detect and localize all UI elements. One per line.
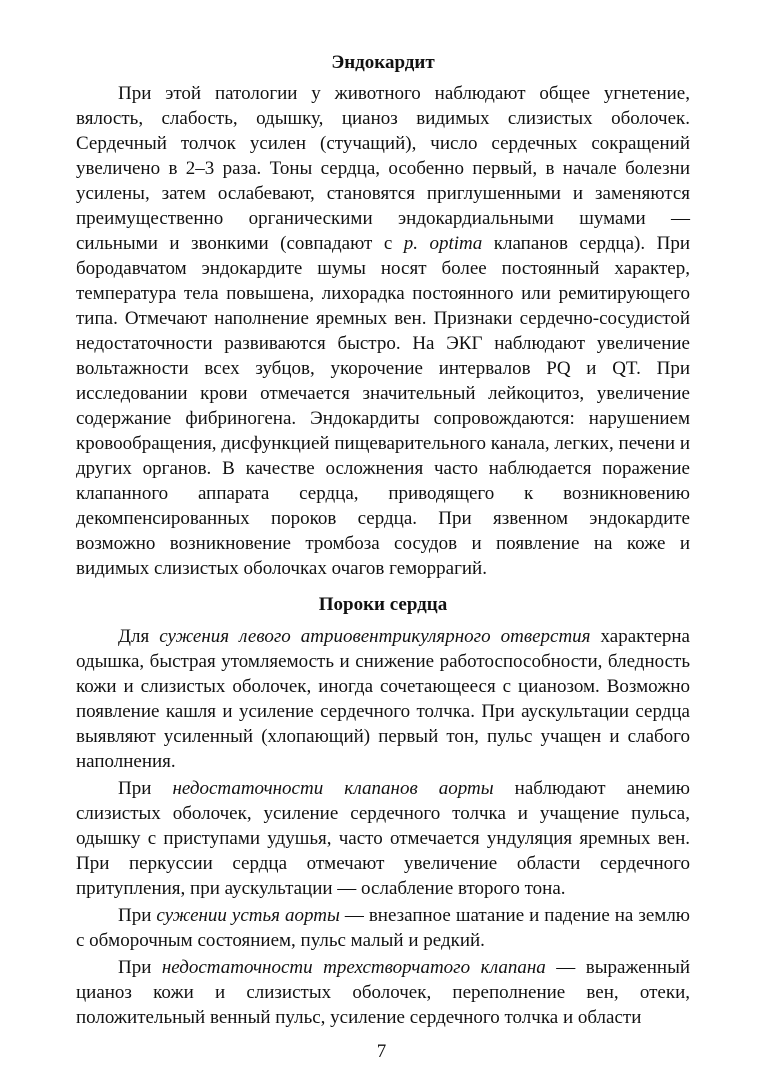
paragraph-lead: При [118,778,173,799]
italic-term: p. optima [403,233,483,254]
paragraph-tricuspid-insufficiency [76,955,690,1030]
italic-term: недостаточности трехстворчатого клапана [161,957,546,978]
section-title-heart-defects: Пороки сердца [318,594,448,615]
paragraph-text: характерна одышка, быстрая утомляемость и снижение работоспособности, бледность кожи и слизистых оболочек, иногда сочетающееся с цианозом. Возможно появление кашля и усиление сердечного толчка. При аускультации сердца выявляют усиленный (хлопающий) первый тон, пульс учащен и слабого наполнения. [76,626,690,772]
paragraph-text: клапанов сердца). При бородавчатом эндокардите шумы носят более постоянный характер, температура тела повышена, лихорадка постоянного или ремитирующего типа. Отмечают наполнение яремных вен. Признаки сердечно-сосудистой недостаточности развиваются быстро. На ЭКГ наблюдают увеличение вольтажности всех зубцов, укорочение интервалов PQ и QT. При исследовании крови отмечается значительный лейкоцитоз, увеличение содержание фибриногена. Эндокардиты сопровождаются: нарушением кровообращения, дисфункцией пищеварительного канала, легких, печени и других органов. В качестве осложнения часто наблюдается поражение клапанного аппарата сердца, приводящего к возникновению декомпенсированных пороков сердца. При язвенном эндокардите возможно возникновение тромбоза сосудов и появление на коже и видимых слизистых оболочках очагов геморрагий. [76,233,690,579]
paragraph-lead: При [118,905,157,926]
page-number: 7 [376,1041,387,1062]
paragraph-endocarditis [76,81,690,581]
paragraph-lead: Для [118,626,160,647]
italic-term: сужении устья аорты [156,905,340,926]
paragraph-mitral-stenosis [76,624,690,774]
paragraph-text: При этой патологии у животного наблюдают общее угнетение, вялость, слабость, одышку, цианоз видимых слизистых оболочек. Сердечный толчок усилен (стучащий), число сердечных сокращений увеличено в 2–3 раза. Тоны сердца, особенно первый, в начале болезни усилены, затем ослабевают, становятся приглушенными и заменяются преимущественно органическими эндокардиальными шумами — сильными и звонкими (совпадают с [76,83,690,254]
paragraph-text: — внезапное шатание и падение на землю с обморочным состоянием, пульс малый и редкий. [76,905,691,951]
paragraph-aortic-insufficiency [76,776,690,901]
paragraph-aortic-stenosis [76,903,690,953]
paragraph-text: наблюдают анемию слизистых оболочек, усиление сердечного толчка и учащение пульса, одышку с приступами удушья, часто отмечается ундуляция яремных вен. При перкуссии сердца отмечают увеличение области сердечного притупления, при аускультации — ослабление второго тона. [76,778,691,899]
italic-term: недостаточности клапанов аорты [172,778,494,799]
paragraph-text: — выраженный цианоз кожи и слизистых оболочек, переполнение вен, отеки, положительный венный пульс, усиление сердечного толчка и области [76,957,690,1028]
paragraph-lead: При [118,957,162,978]
page-content [76,50,690,1030]
section-title-endocarditis: Эндокардит [331,52,435,73]
italic-term: сужения левого атриовентрикулярного отверстия [159,626,591,647]
